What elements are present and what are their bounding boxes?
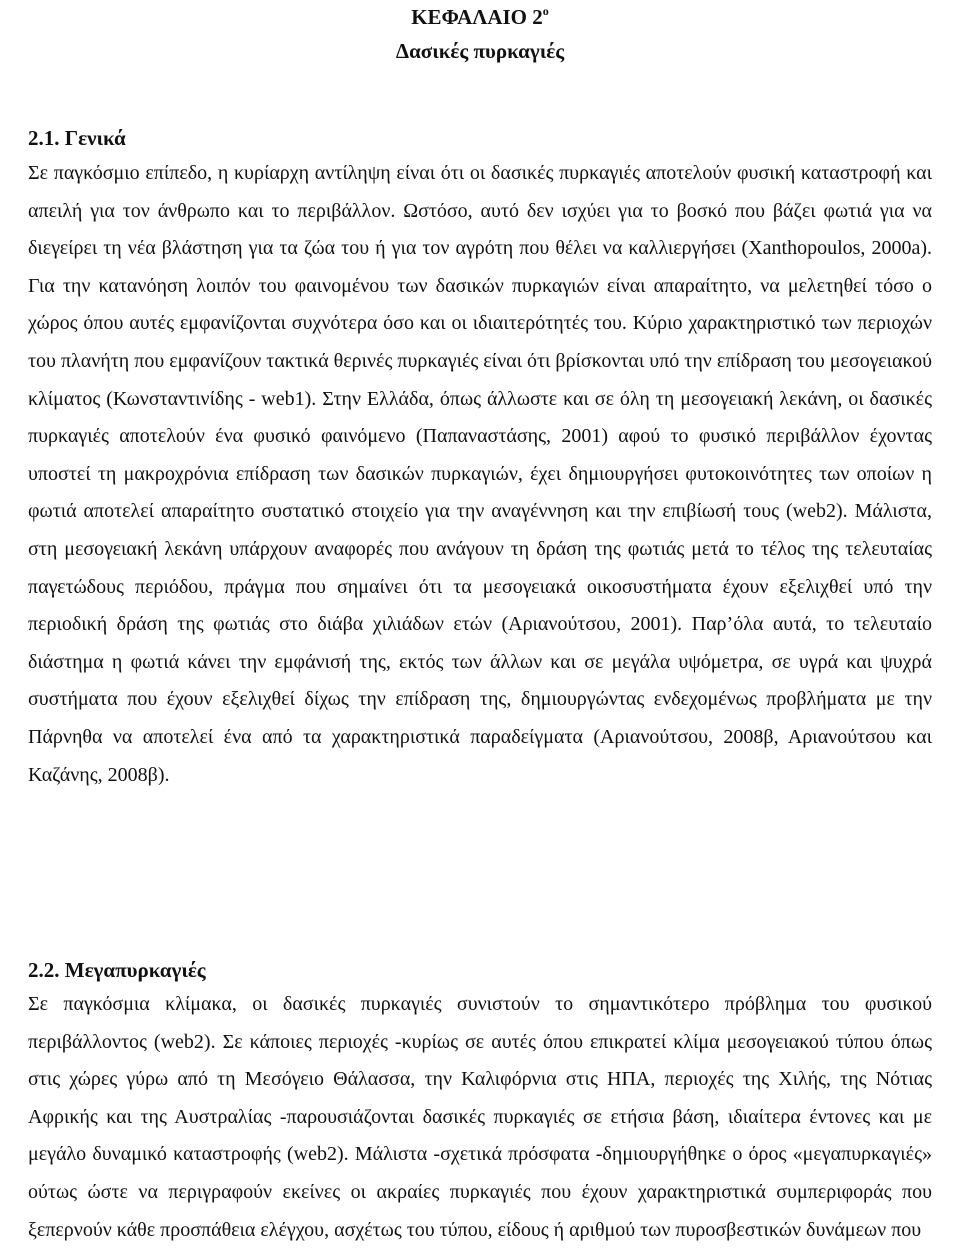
chapter-label-line <box>0 0 960 34</box>
section-heading-megafires: 2.2. Μεγαπυρκαγιές <box>28 958 206 982</box>
chapter-header <box>0 0 960 68</box>
section-heading-general: 2.1. Γενικά <box>28 126 126 150</box>
chapter-title: Δασικές πυρκαγιές <box>395 39 565 63</box>
section-body-general: Σε παγκόσμιο επίπεδο, η κυρίαρχη αντίληψη είναι ότι οι δασικές πυρκαγιές αποτελούν φυσική καταστροφή και απειλή για τον άνθρωπο και το περιβάλλον. Ωστόσο, αυτό δεν ισχύει για το βοσκό που βάζει φωτιά για να διεγείρει τη νέα βλάστηση για τα ζώα του ή για τον αγρότη που θέλει να καλλιεργήσει (Xanthopoulos, 2000a). Για την κατανόηση λοιπόν του φαινομένου των δασικών πυρκαγιών είναι απαραίτητο, να μελετηθεί τόσο ο χώρος όπου αυτές εμφανίζονται συχνότερα όσο και οι ιδιαιτερότητές του. Κύριο χαρακτηριστικό των περιοχών του πλανήτη που εμφανίζουν τακτικά θερινές πυρκαγιές είναι ότι βρίσκονται υπό την επίδραση του μεσογειακού κλίματος (Κωνσταντινίδης - web1). Στην Ελλάδα, όπως άλλωστε και σε όλη τη μεσογειακή λεκάνη, οι δασικές πυρκαγιές αποτελούν ένα φυσικό φαινόμενο (Παπαναστάσης, 2001) αφού το φυσικό περιβάλλον έχοντας υποστεί τη μακροχρόνια επίδραση των δασικών πυρκαγιών, έχει δημιουργήσει φυτοκοινότητες των οποίων η φωτιά αποτελεί απαραίτητο συστατικό στοιχείο για την αναγέννηση και την επιβίωσή τους (web2). Μάλιστα, στη μεσογειακή λεκάνη υπάρχουν αναφορές που ανάγουν τη δράση της φωτιάς μετά το τέλος της τελευταίας παγετώδους περιόδου, πράγμα που σημαίνει ότι τα μεσογειακά οικοσυστήματα έχουν εξελιχθεί υπό την περιοδική δράση της φωτιάς στο διάβα χιλιάδων ετών (Αριανούτσου, 2001). Παρ’όλα αυτά, το τελευταίο διάστημα η φωτιά κάνει την εμφάνισή της, εκτός των άλλων και σε μεγάλα υψόμετρα, σε υγρά και ψυχρά συστήματα που έχουν εξελιχθεί δίχως την επίδραση της, δημιουργώντας ενδεχομένως προβλήματα με την Πάρνηθα να αποτελεί ένα από τα χαρακτηριστικά παραδείγματα (Αριανούτσου, 2008β, Αριανούτσου και Καζάνης, 2008β). <box>28 162 932 786</box>
chapter-superscript: ο <box>542 4 549 18</box>
section-body-megafires: Σε παγκόσμια κλίμακα, οι δασικές πυρκαγιές συνιστούν το σημαντικότερο πρόβλημα του φυσικού περιβάλλοντος (web2). Σε κάποιες περιοχές -κυρίως σε αυτές όπου επικρατεί κλίμα μεσογειακού τύπου όπως στις χώρες γύρω από τη Μεσόγειο Θάλασσα, την Καλιφόρνια στις ΗΠΑ, περιοχές της Χιλής, της Νότιας Αφρικής και της Αυστραλίας -παρουσιάζονται δασικές πυρκαγιές σε ετήσια βάση, ιδιαίτερα έντονες και με μεγάλο δυναμικό καταστροφής (web2). Μάλιστα -σχετικά πρόσφατα -δημιουργήθηκε ο όρος «μεγαπυρκαγιές» ούτως ώστε να περιγραφούν εκείνες οι ακραίες πυρκαγιές που έχουν χαρακτηριστικά συμπεριφοράς που ξεπερνούν κάθε προσπάθεια ελέγχου, ασχέτως του τύπου, είδους ή αριθμού των πυροσβεστικών δυνάμεων που <box>28 993 932 1241</box>
chapter-label: ΚΕΦΑΛΑΙΟ 2 <box>411 5 543 29</box>
